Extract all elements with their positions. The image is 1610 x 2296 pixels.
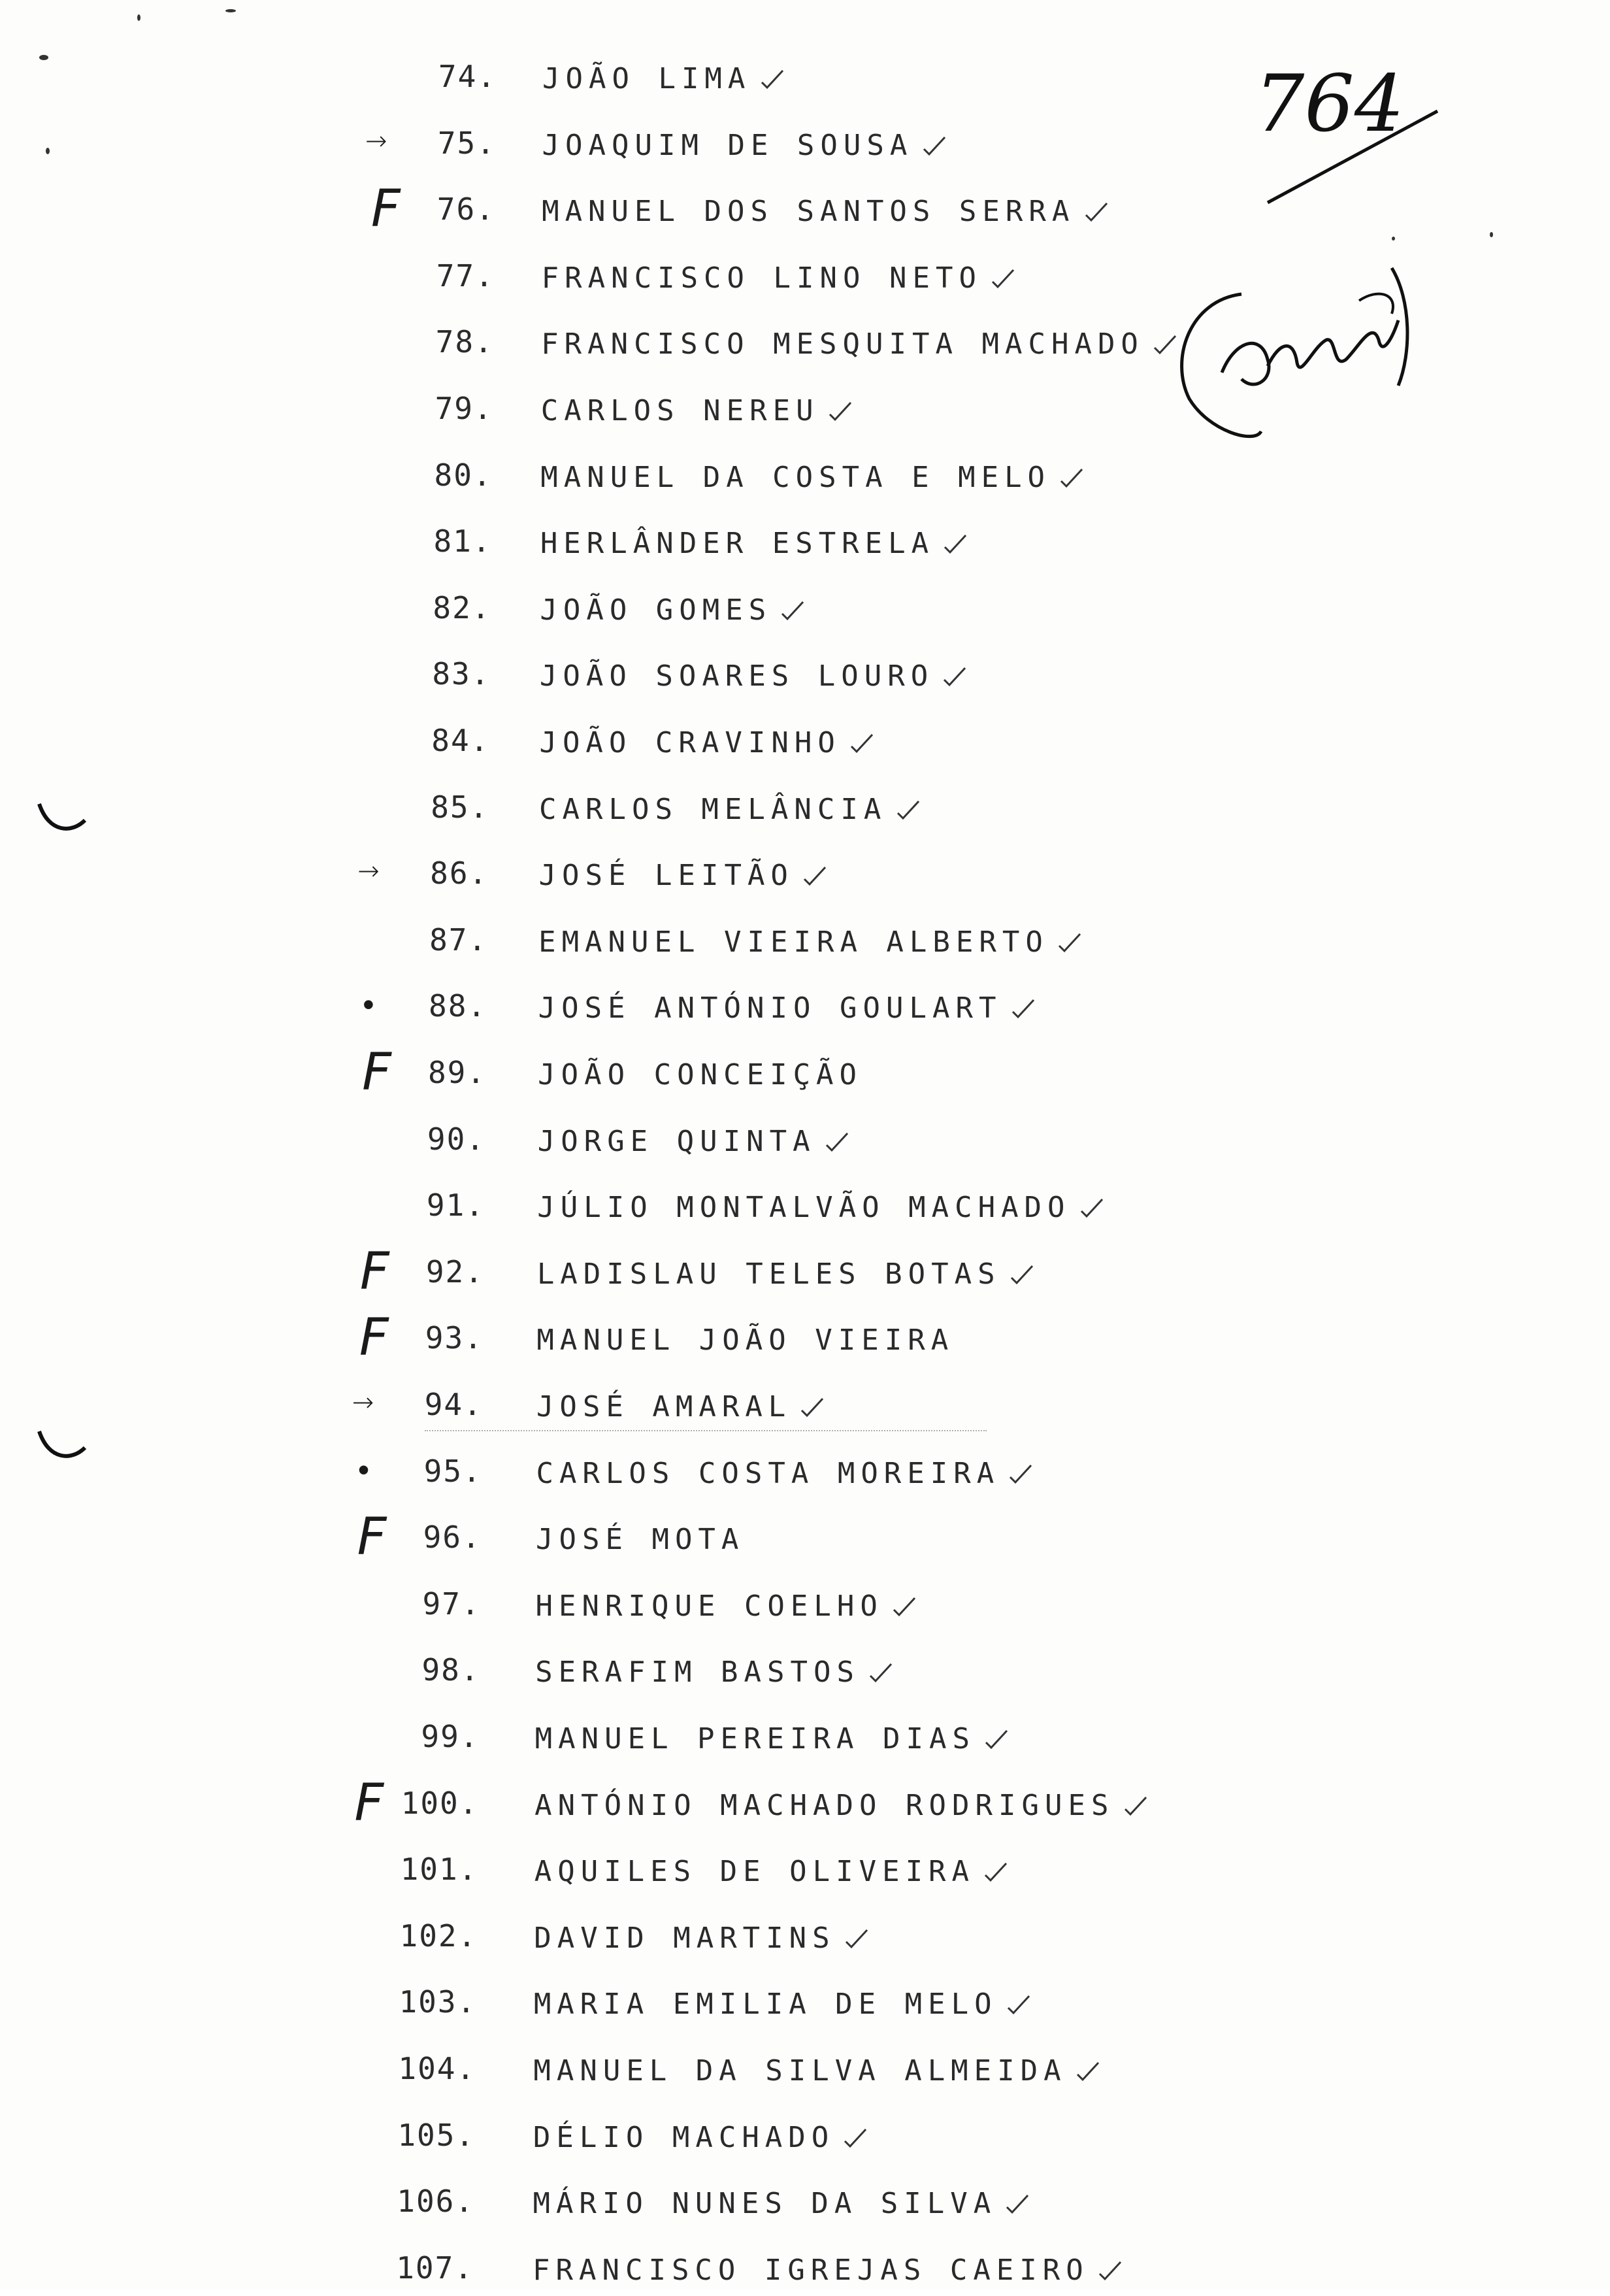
entry-name: JOSÉ ANTÓNIO GOULART bbox=[538, 991, 1002, 1025]
handwritten-f-mark: F bbox=[357, 1508, 387, 1567]
entry-name: FRANCISCO IGREJAS CAEIRO bbox=[533, 2253, 1089, 2287]
entry-name: DAVID MARTINS bbox=[534, 1921, 836, 1955]
entry-number: 87. bbox=[429, 922, 488, 957]
check-mark-icon bbox=[780, 599, 806, 622]
entry-number: 99. bbox=[421, 1719, 480, 1754]
check-mark-icon bbox=[921, 135, 947, 157]
list-item bbox=[0, 2111, 1241, 2163]
list-item bbox=[0, 180, 1241, 239]
entry-number: 107. bbox=[396, 2250, 474, 2286]
handwritten-f-mark: F bbox=[370, 180, 401, 239]
entry-name: FRANCISCO LINO NETO bbox=[541, 261, 982, 295]
entry-name: HERLÂNDER ESTRELA bbox=[540, 527, 935, 561]
check-mark-icon bbox=[1006, 1993, 1032, 2016]
entry-number: 104. bbox=[398, 2051, 476, 2086]
entry-name: FRANCISCO MESQUITA MACHADO bbox=[541, 327, 1144, 361]
speck bbox=[137, 14, 140, 21]
check-mark-icon bbox=[1008, 1463, 1034, 1485]
list-item bbox=[0, 1447, 1241, 1499]
check-mark-icon bbox=[868, 1661, 894, 1684]
entry-name: SERAFIM BASTOS bbox=[535, 1655, 860, 1689]
list-item bbox=[0, 849, 1241, 901]
speck bbox=[1490, 232, 1493, 237]
entry-name: JOSÉ AMARAL bbox=[536, 1390, 792, 1423]
entry-number: 94. bbox=[424, 1387, 483, 1422]
entry-number: 88. bbox=[429, 988, 487, 1024]
entry-name: MANUEL DA COSTA E MELO bbox=[540, 460, 1051, 494]
entry-number: 96. bbox=[423, 1520, 482, 1556]
list-item bbox=[0, 52, 1241, 105]
entry-number: 83. bbox=[432, 656, 491, 692]
entry-name: JOÃO CRAVINHO bbox=[539, 726, 841, 759]
list-item bbox=[0, 1181, 1241, 1233]
check-mark-icon bbox=[1152, 333, 1178, 356]
entry-name: JÚLIO MONTALVÃO MACHADO bbox=[537, 1191, 1071, 1225]
list-item bbox=[0, 1308, 1241, 1368]
entry-number: 106. bbox=[397, 2184, 475, 2220]
handwritten-arrow-mark: → bbox=[352, 1388, 374, 1418]
entry-number: 105. bbox=[397, 2117, 476, 2153]
check-mark-icon bbox=[842, 2127, 868, 2149]
list-item bbox=[0, 1646, 1241, 1698]
entry-number: 79. bbox=[435, 391, 493, 426]
list-item bbox=[0, 2044, 1241, 2097]
check-mark-icon bbox=[990, 267, 1016, 290]
handwritten-dot-mark: • bbox=[363, 986, 374, 1024]
check-mark-icon bbox=[1083, 201, 1109, 223]
entry-number: 85. bbox=[431, 789, 489, 825]
list-item bbox=[0, 783, 1241, 835]
entry-number: 93. bbox=[425, 1320, 484, 1356]
check-mark-icon bbox=[827, 400, 853, 422]
entry-number: 76. bbox=[436, 191, 495, 227]
check-mark-icon bbox=[1010, 997, 1036, 1020]
entry-name: MANUEL DA SILVA ALMEIDA bbox=[533, 2054, 1067, 2088]
check-mark-icon bbox=[983, 1861, 1009, 1883]
list-item bbox=[0, 716, 1241, 769]
entry-name: JOSÉ LEITÃO bbox=[538, 859, 794, 893]
entry-number: 101. bbox=[400, 1852, 478, 1888]
check-mark-icon bbox=[849, 732, 875, 754]
entry-name: JOÃO SOARES LOURO bbox=[539, 659, 934, 693]
entry-number: 90. bbox=[427, 1121, 486, 1157]
speck bbox=[1392, 237, 1395, 241]
check-mark-icon bbox=[891, 1595, 917, 1618]
check-mark-icon bbox=[1059, 467, 1085, 489]
entry-number: 74. bbox=[438, 59, 497, 94]
entry-name: JOÃO GOMES bbox=[540, 593, 772, 627]
handwritten-page-number bbox=[1241, 39, 1451, 209]
entry-number: 80. bbox=[434, 457, 493, 493]
check-mark-icon bbox=[1123, 1795, 1149, 1817]
list-item bbox=[0, 1380, 1241, 1433]
entry-name: CARLOS NEREU bbox=[540, 394, 819, 427]
list-item bbox=[0, 1773, 1241, 1833]
entry-name: JOSÉ MOTA bbox=[536, 1523, 745, 1557]
entry-name: ANTÓNIO MACHADO RODRIGUES bbox=[534, 1788, 1115, 1822]
entry-name: JOAQUIM DE SOUSA bbox=[542, 128, 913, 162]
check-mark-icon bbox=[1097, 2259, 1123, 2282]
entry-name: MÁRIO NUNES DA SILVA bbox=[533, 2187, 997, 2221]
handwritten-f-mark: F bbox=[359, 1308, 389, 1368]
entry-number: 91. bbox=[426, 1188, 485, 1223]
list-item bbox=[0, 318, 1241, 370]
list-item bbox=[0, 517, 1241, 569]
list-item bbox=[0, 1242, 1241, 1301]
entry-number: 78. bbox=[435, 324, 494, 360]
entry-number: 89. bbox=[427, 1055, 487, 1090]
entry-number: 84. bbox=[431, 723, 490, 758]
handwritten-arrow-mark: → bbox=[365, 125, 387, 156]
list-item bbox=[0, 2244, 1241, 2296]
handwritten-f-mark: F bbox=[359, 1242, 389, 1301]
entry-name: JOÃO CONCEIÇÃO bbox=[538, 1058, 863, 1091]
entry-name: MARIA EMILIA DE MELO bbox=[533, 1988, 998, 2021]
check-mark-icon bbox=[983, 1728, 1010, 1750]
entry-name: CARLOS COSTA MOREIRA bbox=[536, 1456, 1000, 1490]
list-item bbox=[0, 982, 1241, 1034]
page-number-stroke bbox=[1241, 39, 1451, 209]
list-item bbox=[0, 1912, 1241, 1964]
entry-name: JOÃO LIMA bbox=[542, 62, 751, 95]
check-mark-icon bbox=[844, 1927, 870, 1950]
entry-number: 102. bbox=[399, 1918, 478, 1954]
entry-name: DÉLIO MACHADO bbox=[533, 2120, 835, 2154]
list-item bbox=[0, 451, 1241, 503]
list-item bbox=[0, 1978, 1241, 2030]
check-mark-icon bbox=[799, 1396, 825, 1418]
entry-name: MANUEL JOÃO VIEIRA bbox=[536, 1323, 955, 1357]
list-item bbox=[0, 1115, 1241, 1167]
list-item bbox=[0, 1712, 1241, 1765]
entry-number: 98. bbox=[421, 1652, 480, 1688]
handwritten-arrow-mark: → bbox=[357, 856, 380, 887]
entry-number: 95. bbox=[423, 1453, 482, 1489]
handwritten-f-mark: F bbox=[362, 1043, 391, 1102]
check-mark-icon bbox=[1057, 931, 1083, 954]
handwritten-f-mark: F bbox=[354, 1773, 384, 1833]
check-mark-icon bbox=[1004, 2193, 1030, 2215]
entry-name: EMANUEL VIEIRA ALBERTO bbox=[538, 925, 1049, 959]
entry-number: 77. bbox=[436, 258, 495, 293]
entry-name: CARLOS MELÂNCIA bbox=[539, 792, 887, 826]
check-mark-icon bbox=[942, 533, 968, 555]
list-item bbox=[0, 384, 1241, 437]
entry-number: 82. bbox=[433, 590, 491, 625]
entry-number: 86. bbox=[430, 856, 489, 891]
check-mark-icon bbox=[759, 68, 785, 90]
list-item bbox=[0, 1845, 1241, 1897]
entry-name: AQUILES DE OLIVEIRA bbox=[534, 1855, 976, 1889]
list-item bbox=[0, 1508, 1241, 1567]
entry-number: 75. bbox=[437, 125, 496, 161]
entry-number: 100. bbox=[401, 1785, 479, 1821]
list-item bbox=[0, 1580, 1241, 1632]
list-item bbox=[0, 650, 1241, 702]
check-mark-icon bbox=[942, 665, 968, 688]
page-number-text: 764 bbox=[1255, 59, 1405, 150]
entry-name: MANUEL DOS SANTOS SERRA bbox=[542, 195, 1076, 229]
entry-number: 103. bbox=[399, 1984, 477, 2020]
check-mark-icon bbox=[802, 865, 828, 887]
entry-number: 97. bbox=[422, 1586, 481, 1622]
list-item bbox=[0, 1043, 1241, 1102]
entry-name: LADISLAU TELES BOTAS bbox=[536, 1257, 1001, 1291]
list-item bbox=[0, 2177, 1241, 2229]
check-mark-icon bbox=[1009, 1263, 1035, 1286]
handwritten-dot-mark: • bbox=[357, 1450, 370, 1489]
check-mark-icon bbox=[1075, 2060, 1101, 2082]
speck bbox=[225, 9, 236, 12]
list-item bbox=[0, 252, 1241, 304]
entry-name: HENRIQUE COELHO bbox=[535, 1589, 883, 1623]
entry-name: MANUEL PEREIRA DIAS bbox=[534, 1722, 976, 1755]
list-item bbox=[0, 916, 1241, 968]
list-item bbox=[0, 584, 1241, 636]
check-mark-icon bbox=[1079, 1197, 1105, 1219]
entry-name: JORGE QUINTA bbox=[537, 1124, 816, 1158]
check-mark-icon bbox=[824, 1131, 850, 1153]
check-mark-icon bbox=[895, 799, 921, 821]
list-item bbox=[0, 119, 1241, 171]
entry-number: 81. bbox=[433, 524, 492, 559]
entry-number: 92. bbox=[425, 1254, 484, 1289]
